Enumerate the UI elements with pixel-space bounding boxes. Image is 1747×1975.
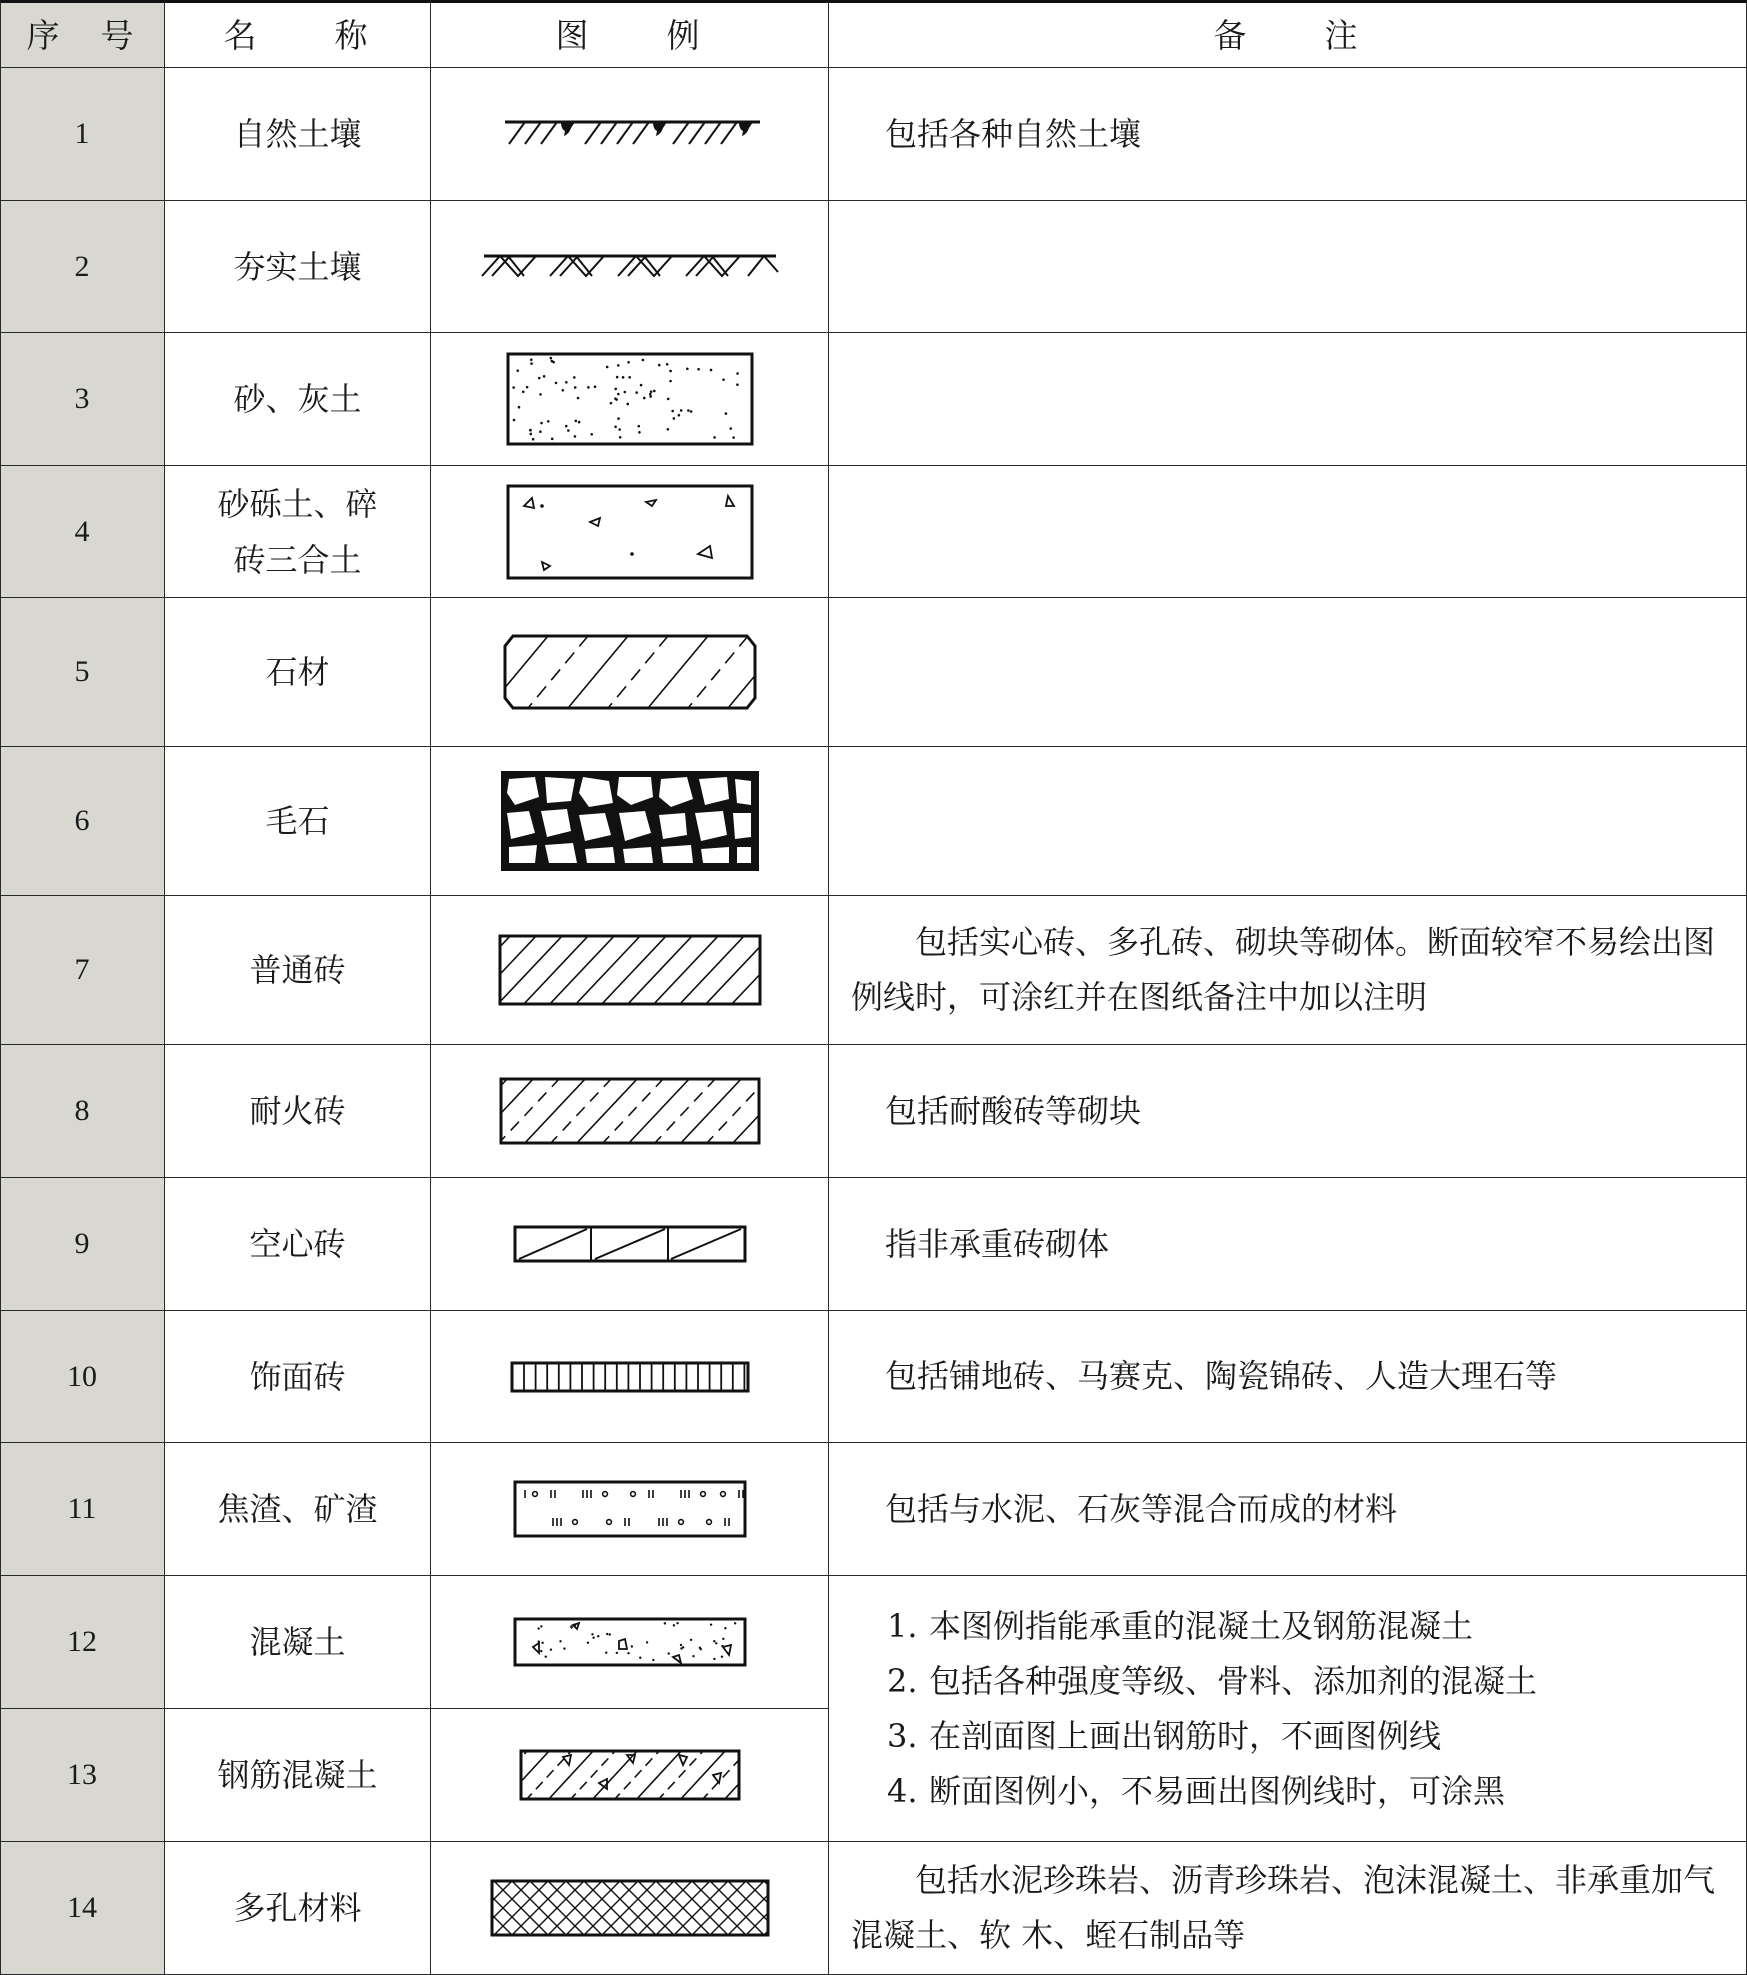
concrete-note-3-number: 3. — [887, 1716, 918, 1755]
concrete-note-3-text: 在剖面图上画出钢筋时，不画图例线 — [929, 1716, 1442, 1755]
row-13-name-text: 钢筋混凝土 — [217, 1756, 378, 1794]
row-8-name-text: 耐火砖 — [249, 1092, 346, 1130]
row-4-remark — [829, 466, 1747, 598]
row-10-remark-text: 包括铺地砖、马赛克、陶瓷锦砖、人造大理石等 — [885, 1357, 1558, 1395]
row-6-name-text: 毛石 — [265, 802, 330, 840]
row-1-name — [165, 68, 431, 201]
concrete-note-2-number: 2. — [887, 1661, 918, 1700]
concrete-note-1-number: 1. — [887, 1606, 918, 1645]
header-legend — [431, 0, 829, 68]
row-9-name — [165, 1178, 431, 1311]
row-13-name — [165, 1709, 431, 1842]
row-6-remark — [829, 747, 1747, 896]
rubble-pattern — [501, 771, 759, 871]
row-2-legend — [431, 201, 829, 333]
header-name-label: 名 称 — [223, 16, 372, 55]
row-2-remark — [829, 201, 1747, 333]
row-8-remark-text: 包括耐酸砖等砌块 — [885, 1091, 1142, 1130]
row-10-legend — [431, 1311, 829, 1443]
row-4-no-text: 4 — [74, 514, 90, 548]
row-14-name — [165, 1842, 431, 1975]
row-3-legend — [431, 333, 829, 466]
row-7-no — [0, 896, 165, 1045]
header-no-label: 序 号 — [26, 16, 138, 55]
header-legend-label: 图 例 — [555, 16, 704, 55]
concrete-pattern — [513, 1617, 747, 1667]
row-6-legend — [431, 747, 829, 896]
row-6-no — [0, 747, 165, 896]
facing-tile-pattern — [510, 1361, 750, 1393]
row-9-remark — [829, 1178, 1747, 1311]
row-5-no-text: 5 — [74, 655, 90, 688]
common-brick-pattern — [498, 934, 762, 1006]
row-3-no — [0, 333, 165, 466]
hollow-brick-pattern — [513, 1225, 747, 1263]
row-14-remark — [829, 1842, 1747, 1975]
concrete-note-2-text: 包括各种强度等级、骨料、添加剂的混凝土 — [929, 1661, 1538, 1700]
row-4-name-text: 砂砾土、碎 砖三合土 — [217, 484, 378, 579]
header-name — [165, 0, 431, 68]
row-12-name — [165, 1576, 431, 1709]
concrete-note-1 — [887, 1599, 1728, 1654]
row-14-no — [0, 1842, 165, 1975]
concrete-note-2 — [887, 1654, 1728, 1709]
row-3-remark — [829, 333, 1747, 466]
row-6-no-text: 6 — [74, 804, 90, 837]
row-10-no-text: 10 — [67, 1359, 97, 1393]
row-11-legend — [431, 1443, 829, 1576]
sand-lime-soil-pattern — [506, 352, 754, 446]
row-3-name — [165, 333, 431, 466]
row-5-name — [165, 598, 431, 747]
row-14-name-text: 多孔材料 — [233, 1889, 362, 1927]
row-10-remark — [829, 1311, 1747, 1443]
row-11-no — [0, 1443, 165, 1576]
row-11-remark-text: 包括与水泥、石灰等混合而成的材料 — [885, 1489, 1398, 1528]
row-10-no — [0, 1311, 165, 1443]
concrete-note-4-text: 断面图例小，不易画出图例线时，可涂黑 — [929, 1771, 1506, 1810]
row-3-name-text: 砂、灰土 — [233, 380, 362, 418]
row-3-no-text: 3 — [74, 382, 90, 415]
row-1-no-text: 1 — [74, 117, 90, 150]
row-2-no — [0, 201, 165, 333]
row-8-name — [165, 1045, 431, 1178]
rammed-soil-pattern — [480, 252, 780, 282]
row-2-name — [165, 201, 431, 333]
row-13-legend — [431, 1709, 829, 1842]
concrete-note-1-text: 本图例指能承重的混凝土及钢筋混凝土 — [929, 1606, 1474, 1645]
header-remark — [829, 0, 1747, 68]
row-2-no-text: 2 — [74, 249, 90, 283]
row-11-name-text: 焦渣、矿渣 — [217, 1490, 378, 1528]
row-9-no — [0, 1178, 165, 1311]
row-5-remark — [829, 598, 1747, 747]
row-8-no-text: 8 — [74, 1094, 90, 1127]
row-12-name-text: 混凝土 — [249, 1623, 346, 1661]
row-8-remark — [829, 1045, 1747, 1178]
row-2-name-text: 夯实土壤 — [233, 247, 362, 286]
row-11-name — [165, 1443, 431, 1576]
row-8-legend — [431, 1045, 829, 1178]
row-10-name-text: 饰面砖 — [249, 1357, 346, 1396]
row-9-remark-text: 指非承重砖砌体 — [885, 1224, 1110, 1263]
firebrick-pattern — [499, 1077, 761, 1145]
row-7-remark — [829, 896, 1747, 1045]
row-12-no-text: 12 — [67, 1625, 97, 1658]
row-5-name-text: 石材 — [265, 653, 330, 691]
row-13-no — [0, 1709, 165, 1842]
row-14-remark-text: 包括水泥珍珠岩、沥青珍珠岩、泡沫混凝土、非承重加气混凝土、软 木、蛭石制品等 — [851, 1861, 1716, 1954]
gravel-brick-fill-pattern — [506, 484, 754, 580]
concrete-notes-list — [851, 1599, 1728, 1819]
header-remark-label: 备 注 — [1213, 16, 1362, 55]
row-7-name-text: 普通砖 — [249, 951, 346, 989]
row-4-no — [0, 466, 165, 598]
row-8-no — [0, 1045, 165, 1178]
cinder-slag-pattern — [513, 1480, 747, 1538]
row-13-no-text: 13 — [67, 1758, 97, 1791]
porous-material-pattern — [490, 1879, 770, 1937]
row-4-legend — [431, 466, 829, 598]
row-1-name-text: 自然土壤 — [233, 115, 362, 153]
row-7-name — [165, 896, 431, 1045]
natural-soil-pattern — [495, 114, 765, 154]
row-7-remark-text: 包括实心砖、多孔砖、砌块等砌体。断面较窄不易绘出图例线时，可涂红并在图纸备注中加以注明 — [851, 923, 1716, 1016]
row-7-no-text: 7 — [74, 953, 90, 986]
row-11-no-text: 11 — [67, 1492, 97, 1525]
row-9-legend — [431, 1178, 829, 1311]
row-12-no — [0, 1576, 165, 1709]
row-5-legend — [431, 598, 829, 747]
header-no — [0, 0, 165, 68]
row-1-no — [0, 68, 165, 201]
reinforced-concrete-pattern — [519, 1749, 741, 1801]
concrete-note-3 — [887, 1709, 1728, 1764]
row-7-legend — [431, 896, 829, 1045]
row-9-name-text: 空心砖 — [249, 1225, 346, 1263]
row-4-name — [165, 466, 431, 598]
row-11-remark — [829, 1443, 1747, 1576]
concrete-note-4 — [887, 1764, 1728, 1819]
row-12-legend — [431, 1576, 829, 1709]
concrete-remark — [829, 1576, 1747, 1842]
row-1-remark — [829, 68, 1747, 201]
row-1-remark-text: 包括各种自然土壤 — [885, 114, 1142, 153]
row-5-no — [0, 598, 165, 747]
stone-pattern — [503, 634, 757, 710]
row-14-no-text: 14 — [67, 1891, 97, 1924]
row-9-no-text: 9 — [74, 1227, 90, 1260]
row-10-name — [165, 1311, 431, 1443]
row-14-legend — [431, 1842, 829, 1975]
concrete-note-4-number: 4. — [887, 1771, 918, 1810]
row-6-name — [165, 747, 431, 896]
row-1-legend — [431, 68, 829, 201]
